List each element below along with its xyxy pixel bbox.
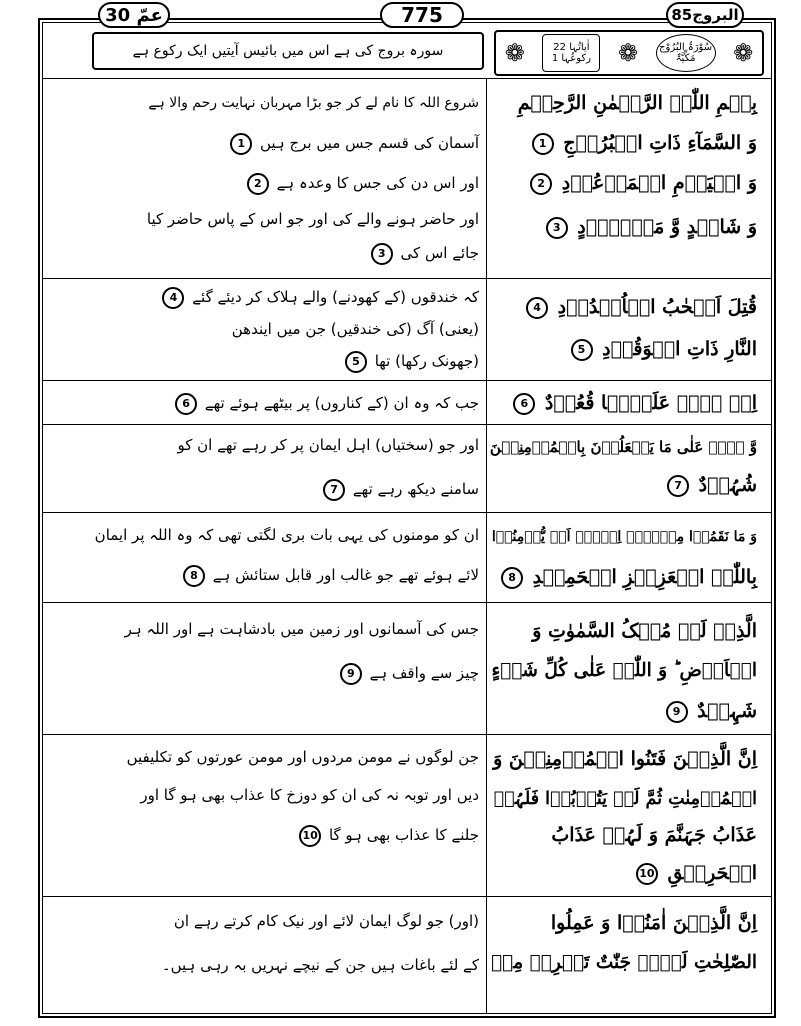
verse-number-marker: 8 — [183, 565, 205, 587]
urdu-text: اور اس دن کی جس کا وعدہ ہے — [276, 174, 479, 192]
urdu-line — [172, 388, 479, 418]
arabic-text: اِذۡ ہُمۡ عَلَیۡہَا قُعُوۡدٌ — [544, 392, 757, 414]
ruku-count: رکوعُہا 1 — [551, 53, 591, 64]
urdu-line — [159, 282, 479, 312]
row-divider — [42, 380, 772, 381]
arabic-line — [523, 290, 757, 324]
arabic-line — [568, 332, 758, 366]
flower-ornament-icon: ❁ — [504, 39, 525, 67]
verse-number-marker: 8 — [501, 567, 523, 589]
urdu-line — [342, 346, 479, 376]
verse-number-marker: 6 — [175, 393, 197, 415]
page-number: 775 — [380, 2, 464, 28]
arabic-line — [510, 386, 757, 420]
arabic-line — [633, 856, 757, 890]
urdu-line: شروع اللہ کا نام لے کر جو بڑا مہربان نہایت رحم والا ہے — [148, 95, 479, 111]
urdu-line — [337, 658, 479, 688]
verse-number-marker: 4 — [526, 297, 548, 319]
surah-label: البروج85 — [666, 2, 744, 28]
verse-number-marker: 9 — [666, 701, 688, 723]
arabic-line: عَذَابُ جَہَنَّمَ وَ لَہُمۡ عَذَابُ — [551, 824, 757, 846]
intro-note: سورہ بروج کی ہے اس میں بائیس آیتیں ایک رکوع ہے — [92, 32, 484, 70]
surah-name-box: سُوْرَۃُ البُرُوْج مَکِّیَّۃٌ — [656, 34, 716, 72]
urdu-text: سامنے دیکھ رہے تھے — [352, 480, 479, 498]
urdu-text: جلنے کا عذاب بھی ہو گا — [328, 826, 479, 844]
arabic-line — [543, 210, 757, 244]
urdu-line: جن لوگوں نے مومن مردوں اور مومن عورتوں کو تکلیفیں — [126, 748, 479, 766]
arabic-line — [663, 694, 757, 728]
urdu-line — [227, 128, 479, 158]
arabic-text: الۡحَرِیۡقِ — [667, 862, 757, 884]
arabic-line — [529, 126, 757, 160]
urdu-text: (جھونک رکھا) تھا — [374, 352, 479, 370]
arabic-line: وَ مَا نَقَمُوۡا مِنۡہُمۡ اِلَّاۤ اَنۡ یُّؤۡمِنُوۡا — [491, 529, 757, 545]
urdu-line: جس کی آسمانوں اور زمین میں بادشاہت ہے اور اللہ ہر — [124, 620, 479, 638]
flower-ornament-icon: ❁ — [617, 39, 639, 67]
row-divider — [42, 512, 772, 513]
arabic-text: وَ السَّمَآءِ ذَاتِ الۡبُرُوۡجِ — [563, 132, 757, 154]
arabic-line: الَّذِیۡ لَہٗ مُلۡکُ السَّمٰوٰتِ وَ — [532, 620, 757, 642]
arabic-line: وَّ ہُمۡ عَلٰی مَا یَفۡعَلُوۡنَ بِالۡمُؤۡمِنِیۡنَ — [489, 438, 757, 456]
arabic-line: الصّٰلِحٰتِ لَہُمۡ جَنّٰتٌ تَجۡرِیۡ مِنۡ — [491, 952, 757, 973]
verse-number-marker: 1 — [532, 133, 554, 155]
urdu-line: ان کو مومنوں کی یہی بات بری لگتی تھی کہ وہ اللہ پر ایمان — [94, 526, 479, 544]
arabic-text: بِاللّٰہِ الۡعَزِیۡزِ الۡحَمِیۡدِ — [532, 566, 757, 588]
verse-number-marker: 3 — [371, 243, 393, 265]
urdu-line: دیں اور توبہ نہ کی ان کو دوزخ کا عذاب بھی ہو گا اور — [140, 786, 479, 804]
urdu-text: چیز سے واقف ہے — [369, 664, 479, 682]
urdu-line — [244, 168, 479, 198]
urdu-line: (یعنی) آگ (کی خندقیں) جن میں ایندھن — [231, 320, 479, 338]
urdu-line: کے لئے باغات ہیں جن کے نیچے نہریں بہ رہی ہیں۔ — [161, 956, 479, 974]
surah-banner — [494, 30, 764, 76]
arabic-line — [498, 560, 757, 594]
urdu-text: جب کہ وہ ان (کے کناروں) پر بیٹھے ہوئے تھے — [204, 394, 479, 412]
verse-number-marker: 7 — [323, 479, 345, 501]
verse-number-marker: 9 — [340, 663, 362, 685]
verse-number-marker: 3 — [546, 217, 568, 239]
verse-number-marker: 1 — [230, 133, 252, 155]
surah-info-box — [542, 34, 600, 72]
urdu-line: اور حاضر ہونے والے کی اور جو اس کے پاس حاضر کیا — [146, 210, 479, 228]
row-divider — [42, 278, 772, 279]
row-divider — [42, 424, 772, 425]
urdu-text: لائے ہوئے تھے جو غالب اور قابل ستائش ہے — [212, 566, 479, 584]
arabic-line — [664, 468, 757, 502]
arabic-line: بِسۡمِ اللّٰہِ الرَّحۡمٰنِ الرَّحِیۡمِ — [517, 92, 757, 114]
arabic-text: شَہِیۡدٌ — [697, 700, 757, 722]
juz-label: عمّ 30 — [98, 2, 170, 28]
row-divider — [42, 602, 772, 603]
arabic-text: قُتِلَ اَصۡحٰبُ الۡاُخۡدُوۡدِ — [557, 296, 757, 318]
urdu-line: (اور) جو لوگ ایمان لائے اور نیک کام کرتے رہے ان — [173, 912, 479, 930]
ayat-count: اٰیاتُہا 22 — [553, 42, 590, 53]
urdu-line — [296, 820, 479, 850]
row-divider — [42, 896, 772, 897]
arabic-line: اِنَّ الَّذِیۡنَ اٰمَنُوۡا وَ عَمِلُوا — [550, 912, 757, 934]
urdu-line — [320, 474, 479, 504]
urdu-text: جائے اس کی — [400, 244, 479, 262]
row-divider — [42, 734, 772, 735]
verse-number-marker: 5 — [345, 351, 367, 373]
verse-number-marker: 2 — [530, 173, 552, 195]
verse-number-marker: 10 — [299, 825, 321, 847]
arabic-text: شُہُوۡدٌ — [698, 474, 757, 496]
column-divider — [486, 78, 487, 1014]
verse-number-marker: 2 — [247, 173, 269, 195]
arabic-line: الۡمُؤۡمِنٰتِ ثُمَّ لَمۡ یَتُوۡبُوۡا فَلَہُمۡ — [493, 789, 757, 809]
arabic-text: وَ الۡیَوۡمِ الۡمَوۡعُوۡدِ — [561, 172, 757, 194]
arabic-line: اِنَّ الَّذِیۡنَ فَتَنُوا الۡمُؤۡمِنِیۡنَ وَ — [493, 748, 757, 770]
verse-number-marker: 7 — [667, 475, 689, 497]
arabic-text: النَّارِ ذَاتِ الۡوَقُوۡدِ — [602, 338, 757, 360]
arabic-text: وَ شَاہِدٍ وَّ مَشۡہُوۡدٍ — [577, 216, 757, 238]
verse-number-marker: 4 — [162, 287, 184, 309]
verse-number-marker: 10 — [636, 863, 658, 885]
row-divider — [42, 78, 772, 79]
flower-ornament-icon: ❁ — [733, 39, 754, 67]
verse-number-marker: 6 — [513, 393, 535, 415]
arabic-line — [527, 166, 757, 200]
arabic-line: الۡاَرۡضِ ؕ وَ اللّٰہُ عَلٰی کُلِّ شَیۡءٍ — [491, 660, 757, 681]
urdu-line — [180, 560, 479, 590]
urdu-text: آسمان کی قسم جس میں برج ہیں — [259, 134, 479, 152]
urdu-text: کہ خندقوں (کے کھودنے) والے ہلاک کر دیئے گئے — [192, 288, 479, 306]
urdu-line: اور جو (سختیاں) اہل ایمان پر کر رہے تھے ان کو — [177, 436, 479, 454]
verse-number-marker: 5 — [571, 339, 593, 361]
urdu-line — [368, 238, 479, 268]
